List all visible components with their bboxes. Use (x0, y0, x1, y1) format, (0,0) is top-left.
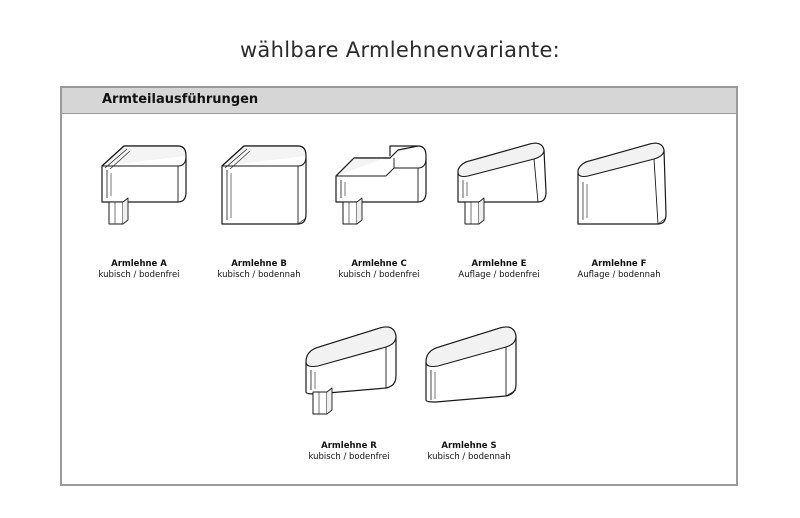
variant-sub: kubisch / bodenfrei (338, 270, 420, 280)
variant-item-c[interactable] (314, 132, 444, 281)
variant-name: Armlehne F (591, 259, 647, 269)
armrest-drawing-c (314, 132, 444, 257)
armrest-drawing-a (74, 132, 204, 257)
panel-body (62, 114, 736, 486)
page-title: wählbare Armlehnenvariante: (239, 38, 561, 62)
armrest-drawing-r (284, 314, 414, 439)
variant-sub: kubisch / bodenfrei (98, 270, 180, 280)
variant-name: Armlehne C (351, 259, 407, 269)
variant-caption-r (284, 441, 414, 463)
variant-caption-e (434, 259, 564, 281)
variant-name: Armlehne R (321, 441, 377, 451)
variant-sub: kubisch / bodennah (427, 452, 511, 462)
variant-name: Armlehne E (471, 259, 527, 269)
variant-name: Armlehne S (441, 441, 497, 451)
armrest-drawing-e (434, 132, 564, 257)
variant-item-a[interactable] (74, 132, 204, 281)
variant-sub: kubisch / bodenfrei (308, 452, 390, 462)
variant-name: Armlehne A (111, 259, 167, 269)
variant-item-b[interactable] (194, 132, 324, 281)
variant-caption-f (554, 259, 684, 281)
variant-sub: Auflage / bodennah (577, 270, 661, 280)
armrest-drawing-s (404, 314, 534, 439)
panel-header-label: Armteilausführungen (102, 92, 259, 107)
variant-name: Armlehne B (231, 259, 287, 269)
variant-caption-s (404, 441, 534, 463)
variant-item-e[interactable] (434, 132, 564, 281)
variant-item-f[interactable] (554, 132, 684, 281)
variant-sub: kubisch / bodennah (217, 270, 301, 280)
variant-sub: Auflage / bodenfrei (458, 270, 540, 280)
variant-item-r[interactable] (284, 314, 414, 463)
variant-caption-b (194, 259, 324, 281)
armrest-variants-panel (60, 86, 738, 486)
variant-item-s[interactable] (404, 314, 534, 463)
variant-caption-a (74, 259, 204, 281)
armrest-drawing-b (194, 132, 324, 257)
variant-caption-c (314, 259, 444, 281)
armrest-drawing-f (554, 132, 684, 257)
panel-header (62, 88, 736, 114)
